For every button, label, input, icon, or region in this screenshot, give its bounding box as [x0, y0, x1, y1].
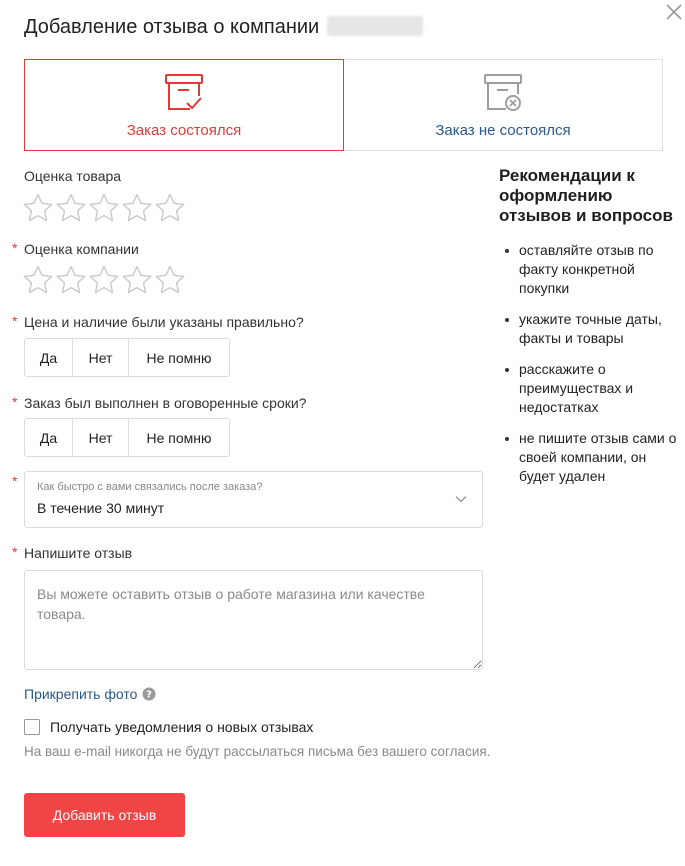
bullet-icon [505, 249, 509, 253]
contact-speed-value: В течение 30 минут [37, 500, 165, 516]
recommendations-title: Рекомендации к оформлению отзывов и вопросов [499, 166, 673, 225]
review-textarea[interactable] [24, 570, 483, 670]
bullet-icon [505, 368, 509, 372]
attach-photo-link[interactable]: Прикрепить фото [24, 686, 138, 702]
recommendation-text: не пишите отзыв сами о своей компании, он будет удален [519, 430, 677, 484]
contact-speed-hint: Как быстро с вами связались после заказа? [37, 481, 263, 493]
product-rating-label: Оценка товара [24, 168, 122, 184]
recommendation-text: укажите точные даты, факты и товары [519, 311, 662, 346]
recommendations-panel [499, 166, 679, 498]
email-note: На ваш e-mail никогда не будут рассылаться письма без вашего согласия. [24, 744, 491, 759]
box-cross-icon [482, 72, 524, 114]
company-rating-label: Оценка компании [24, 241, 139, 257]
star-icon[interactable] [154, 192, 186, 224]
list-item [499, 241, 679, 298]
contact-speed-select[interactable] [24, 471, 483, 528]
order-status-tabs [24, 59, 663, 151]
dialog-title-text: Добавление отзыва о компании [24, 16, 320, 38]
list-item [499, 429, 679, 486]
recommendation-text: оставляйте отзыв по факту конкретной покупки [519, 242, 654, 296]
required-mark: * [12, 240, 18, 256]
required-mark: * [12, 544, 18, 560]
svg-text:?: ? [146, 689, 153, 701]
recommendations-list [499, 241, 679, 486]
deadline-no-button[interactable]: Нет [73, 419, 129, 456]
recommendation-text: расскажите о преимуществах и недостатках [519, 361, 634, 415]
price-no-button[interactable]: Нет [73, 339, 129, 376]
tab-order-not-completed-label: Заказ не состоялся [435, 122, 571, 139]
tab-order-completed-label: Заказ состоялся [126, 122, 242, 139]
bullet-icon [505, 437, 509, 441]
deadline-answer-group [24, 418, 230, 457]
required-mark: * [12, 473, 18, 489]
product-rating-stars [22, 192, 187, 224]
required-mark: * [12, 313, 18, 329]
notify-checkbox[interactable] [24, 719, 40, 735]
deadline-dont-remember-button[interactable]: Не помню [129, 419, 229, 456]
notify-label: Получать уведомления о новых отзывах [50, 719, 314, 735]
star-icon[interactable] [22, 192, 54, 224]
deadline-question-label: Заказ был выполнен в оговоренные сроки? [24, 395, 307, 411]
company-name-blurred [327, 16, 423, 36]
price-dont-remember-button[interactable]: Не помню [129, 339, 229, 376]
list-item [499, 310, 679, 348]
star-icon[interactable] [22, 264, 54, 296]
attach-photo[interactable] [24, 686, 156, 702]
review-label: Напишите отзыв [24, 545, 133, 561]
star-icon[interactable] [88, 192, 120, 224]
price-answer-group [24, 338, 230, 377]
close-icon[interactable] [664, 2, 684, 22]
help-icon[interactable] [142, 687, 156, 701]
required-mark: * [12, 394, 18, 410]
star-icon[interactable] [55, 264, 87, 296]
bullet-icon [505, 318, 509, 322]
deadline-yes-button[interactable]: Да [25, 419, 73, 456]
price-question-label: Цена и наличие были указаны правильно? [24, 314, 304, 330]
dialog-title [24, 16, 423, 39]
chevron-down-icon [454, 492, 468, 506]
star-icon[interactable] [55, 192, 87, 224]
box-check-icon [163, 72, 205, 114]
star-icon[interactable] [121, 192, 153, 224]
star-icon[interactable] [121, 264, 153, 296]
star-icon[interactable] [88, 264, 120, 296]
submit-review-button[interactable]: Добавить отзыв [24, 793, 185, 837]
company-rating-stars [22, 264, 187, 296]
tab-order-not-completed[interactable] [343, 59, 663, 151]
star-icon[interactable] [154, 264, 186, 296]
price-yes-button[interactable]: Да [25, 339, 73, 376]
list-item [499, 360, 679, 417]
notify-checkbox-row[interactable] [24, 719, 313, 735]
tab-order-completed[interactable] [24, 59, 344, 151]
